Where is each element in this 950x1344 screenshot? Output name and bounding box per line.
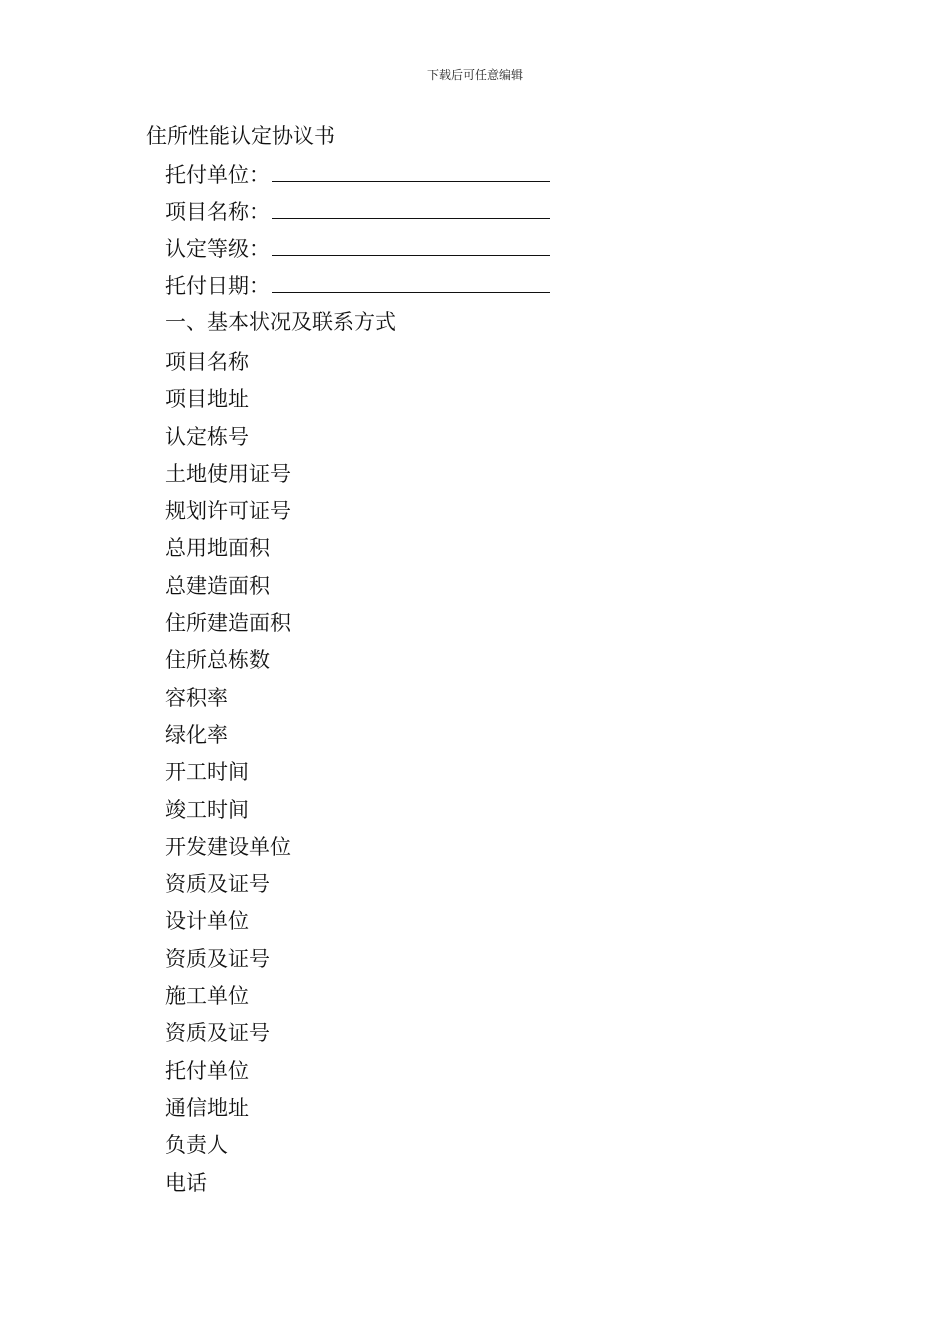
field-project-name [165, 194, 550, 227]
list-item: 电话 [165, 1170, 207, 1195]
field-label: 项目名称： [165, 200, 270, 224]
list-item: 总用地面积 [165, 536, 270, 561]
list-item: 项目地址 [165, 387, 249, 412]
list-item: 通信地址 [165, 1095, 249, 1120]
list-item: 项目名称 [165, 350, 249, 374]
info-item-list [165, 344, 291, 1202]
list-item: 资质及证号 [165, 1021, 270, 1046]
field-label: 托付单位： [165, 163, 270, 187]
list-item: 住所总栋数 [165, 648, 270, 673]
list-item: 总建造面积 [165, 573, 270, 598]
fill-in-blank [272, 268, 550, 293]
fill-in-blank [272, 157, 550, 182]
list-item: 规划许可证号 [165, 499, 291, 524]
document-title: 住所性能认定协议书 [146, 124, 335, 148]
list-item: 土地使用证号 [165, 461, 291, 486]
list-item: 开发建设单位 [165, 834, 291, 859]
list-item: 绿化率 [165, 722, 228, 747]
fill-in-blank [272, 194, 550, 219]
section-heading: 一、基本状况及联系方式 [165, 310, 396, 334]
list-item: 开工时间 [165, 760, 249, 785]
field-label: 托付日期： [165, 274, 270, 298]
list-item: 负责人 [165, 1133, 228, 1158]
field-entrust-date [165, 268, 550, 301]
list-item: 竣工时间 [165, 797, 249, 822]
list-item: 资质及证号 [165, 946, 270, 971]
field-entrust-unit [165, 157, 550, 190]
field-rating-level [165, 231, 550, 264]
list-item: 托付单位 [165, 1058, 249, 1083]
list-item: 设计单位 [165, 909, 249, 934]
fill-in-blank [272, 231, 550, 256]
page-header-note: 下载后可任意编辑 [426, 68, 523, 82]
list-item: 施工单位 [165, 984, 249, 1009]
field-label: 认定等级： [165, 237, 270, 261]
list-item: 住所建造面积 [165, 611, 291, 636]
list-item: 认定栋号 [165, 424, 249, 449]
list-item: 资质及证号 [165, 872, 270, 897]
list-item: 容积率 [165, 685, 228, 710]
